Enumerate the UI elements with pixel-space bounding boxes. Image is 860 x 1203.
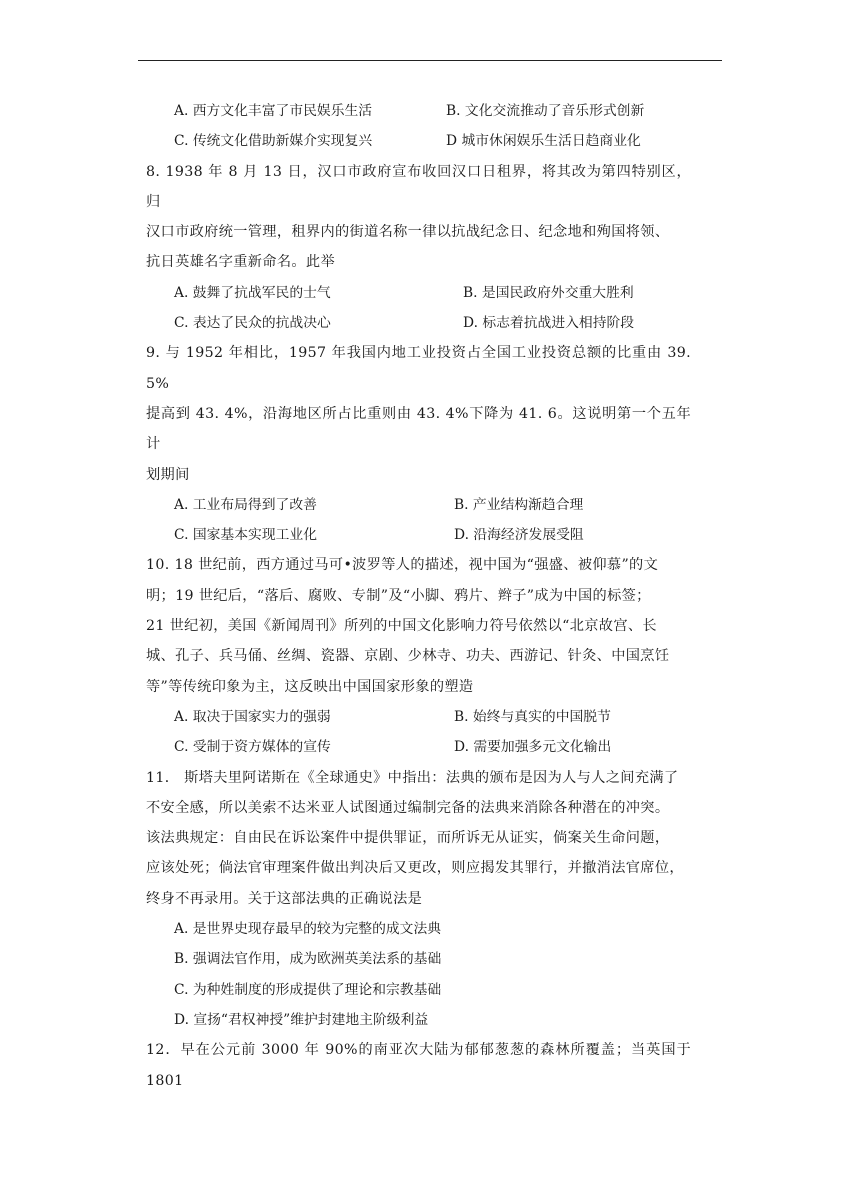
- q11-option-c: C. 为种姓制度的形成提供了理论和宗教基础: [174, 981, 442, 998]
- q8-stem-line-1: 8. 1938 年 8 月 13 日，汉口市政府宣布收回汉口日租界，将其改为第四特别区，归: [146, 163, 691, 210]
- q9-option-a: A. 工业布局得到了改善: [174, 496, 317, 513]
- q9-option-c: C. 国家基本实现工业化: [174, 527, 318, 544]
- question-10: [146, 550, 691, 762]
- q9-option-d: D. 沿海经济发展受阻: [454, 527, 584, 544]
- q9-stem-line-3: 划期间: [146, 466, 190, 483]
- q7-option-d: D 城市休闲娱乐生活日趋商业化: [446, 133, 641, 150]
- q9-stem-line-2: 提高到 43. 4%，沿海地区所占比重则由 43. 4%下降为 41. 6。这说明第一个五年计: [146, 405, 691, 453]
- q10-stem-line-5: 等”等传统印象为主，这反映出中国国家形象的塑造: [146, 678, 474, 695]
- q11-stem-line-5: 终身不再录用。关于这部法典的正确说法是: [146, 890, 423, 907]
- q7-options-row-1: [146, 96, 691, 126]
- q7-options-row-2: [146, 126, 691, 156]
- q10-options-row-1: [146, 702, 691, 732]
- q8-option-a: A. 鼓舞了抗战军民的士气: [174, 284, 331, 301]
- question-12: [146, 1035, 691, 1096]
- q11-stem-line-3: 该法典规定：自由民在诉讼案件中提供罪证，而所诉无从证实，倘案关生命问题，: [146, 830, 670, 847]
- q10-option-c: C. 受制于资方媒体的宣传: [174, 739, 331, 756]
- q7-option-c: C. 传统文化借助新媒介实现复兴: [174, 133, 373, 150]
- exam-page-body: [146, 96, 691, 1096]
- q7-option-b: B. 文化交流推动了音乐形式创新: [446, 103, 645, 119]
- q12-stem-line-1: 12．早在公元前 3000 年 90%的南亚次大陆为郁郁葱葱的森林所覆盖；当英国于 1801: [146, 1042, 691, 1089]
- q10-stem-line-2: 明；19 世纪后，“落后、腐败、专制”及“小脚、鸦片、辫子”成为中国的标签；: [146, 587, 651, 604]
- q9-stem-line-1: 9. 与 1952 年相比，1957 年我国内地工业投资占全国工业投资总额的比重由 39. 5%: [146, 345, 691, 392]
- question-8: [146, 157, 691, 339]
- q7-option-a: A. 西方文化丰富了市民娱乐生活: [174, 103, 373, 119]
- q10-stem-line-4: 城、孔子、兵马俑、丝绸、瓷器、京剧、少林寺、功夫、西游记、针灸、中国烹饪: [146, 648, 670, 665]
- q9-option-b: B. 产业结构渐趋合理: [454, 496, 584, 513]
- q10-option-b: B. 始终与真实的中国脱节: [454, 708, 611, 725]
- q9-options-row-2: [146, 520, 691, 550]
- q11-option-d: D. 宣扬“君权神授”维护封建地主阶级利益: [174, 1011, 429, 1028]
- q10-option-d: D. 需要加强多元文化输出: [454, 739, 612, 756]
- q8-option-b: B. 是国民政府外交重大胜利: [463, 284, 634, 301]
- q11-stem-line-1: 11． 斯塔夫里阿诺斯在《全球通史》中指出：法典的颁布是因为人与人之间充满了: [146, 769, 679, 786]
- q8-options-row-2: [146, 308, 691, 338]
- question-9: [146, 338, 691, 550]
- q9-options-row-1: [146, 490, 691, 520]
- q10-option-a: A. 取决于国家实力的强弱: [174, 708, 331, 725]
- q10-stem-line-3: 21 世纪初，美国《新闻周刊》所列的中国文化影响力符号依然以“北京故宫、长: [146, 618, 657, 635]
- q11-option-b: B. 强调法官作用，成为欧洲英美法系的基础: [174, 951, 442, 968]
- q8-options-row-1: [146, 278, 691, 308]
- q8-option-d: D. 标志着抗战进入相持阶段: [463, 315, 635, 332]
- q8-stem-line-2: 汉口市政府统一管理，租界内的街道名称一律以抗战纪念日、纪念地和殉国将领、: [146, 224, 670, 241]
- q10-stem-line-1: 10. 18 世纪前，西方通过马可•波罗等人的描述，视中国为“强盛、被仰慕”的文: [146, 557, 659, 574]
- question-11: [146, 763, 691, 1036]
- q11-stem-line-4: 应该处死；倘法官审理案件做出判决后又更改，则应揭发其罪行，并撤消法官席位，: [146, 860, 684, 877]
- header-rule: [138, 60, 722, 61]
- q10-options-row-2: [146, 732, 691, 762]
- q11-option-a: A. 是世界史现存最早的较为完整的成文法典: [174, 921, 442, 938]
- q8-option-c: C. 表达了民众的抗战决心: [174, 315, 331, 332]
- q11-stem-line-2: 不安全感，所以美索不达米亚人试图通过编制完备的法典来消除各种潜在的冲突。: [146, 799, 670, 816]
- q8-stem-line-3: 抗日英雄名字重新命名。此举: [146, 254, 335, 271]
